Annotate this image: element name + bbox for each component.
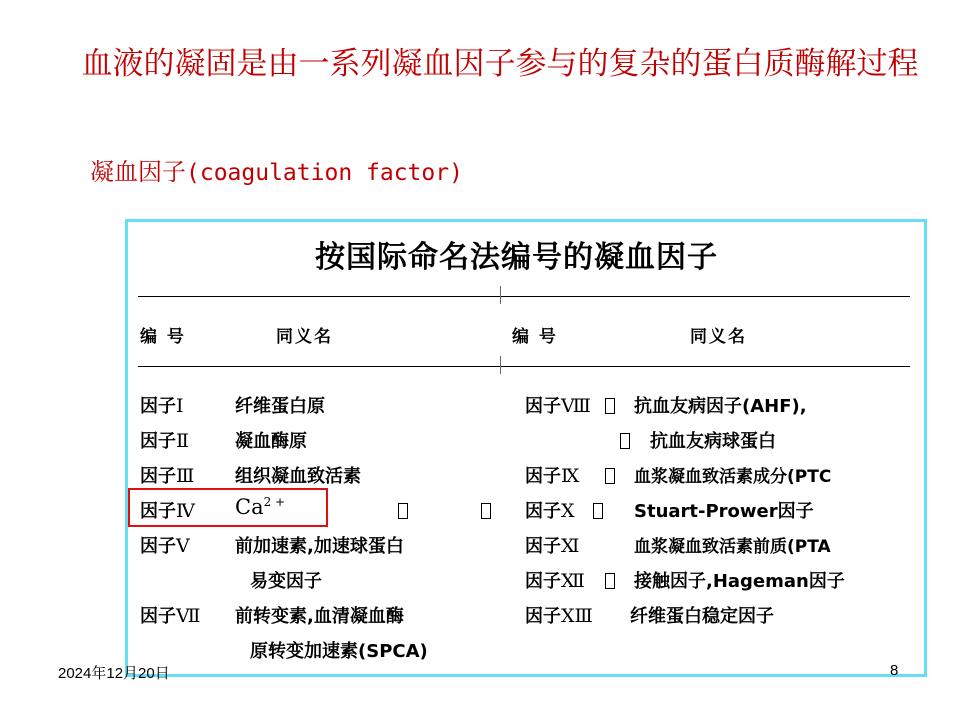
factor-7-number: 因子Ⅶ <box>140 605 201 627</box>
factor-1-number: 因子Ⅰ <box>140 395 184 417</box>
placeholder-glyph <box>398 503 408 519</box>
factor-3-synonym: 组织凝血致活素 <box>235 466 361 487</box>
table-title: 按国际命名法编号的凝血因子 <box>315 240 718 275</box>
header-rule <box>138 366 910 367</box>
factor-12-synonym: 接触因子,Hageman因子 <box>634 571 845 592</box>
factor-12-number: 因子Ⅻ <box>525 570 585 592</box>
factor-4-synonym: $Ca^{2 +}$ <box>235 495 286 519</box>
placeholder-glyph <box>605 398 615 414</box>
slide-title: 血液的凝固是由一系列凝血因子参与的复杂的蛋白质酶解过程 <box>81 46 919 82</box>
header-left-number: 编 号 <box>140 327 186 347</box>
top-rule <box>138 296 910 297</box>
factor-1-synonym: 纤维蛋白原 <box>235 396 325 417</box>
header-right-number: 编 号 <box>512 327 558 347</box>
factor-10-number: 因子Ⅹ <box>525 500 575 522</box>
placeholder-glyph <box>605 468 615 484</box>
factor-11-synonym: 血浆凝血致活素前质(PTA <box>634 537 831 557</box>
factor-13-number: 因子ⅩⅢ <box>525 605 593 627</box>
placeholder-glyph <box>620 433 630 449</box>
factor-8-synonym-cont: 抗血友病球蛋白 <box>650 431 776 452</box>
factor-4-number: 因子Ⅳ <box>140 500 195 522</box>
factor-2-synonym: 凝血酶原 <box>235 431 307 452</box>
factor-5-synonym: 前加速素,加速球蛋白 <box>235 536 404 557</box>
factor-5-number: 因子Ⅴ <box>140 535 190 557</box>
calcium-charge: 2 + <box>263 495 286 509</box>
header-right-synonym: 同义名 <box>690 327 747 347</box>
factor-4-highlight-box <box>128 488 328 527</box>
factor-7-synonym: 前转变素,血清凝血酶 <box>235 606 404 627</box>
column-divider-top <box>500 286 501 304</box>
column-divider-header <box>500 356 501 374</box>
factor-13-synonym: 纤维蛋白稳定因子 <box>630 606 774 627</box>
factor-9-synonym: 血浆凝血致活素成分(PTC <box>634 467 832 487</box>
slide-date: 2024年12月20日 <box>58 665 170 682</box>
factor-3-number: 因子Ⅲ <box>140 465 195 487</box>
placeholder-glyph <box>593 503 603 519</box>
subtitle-en: (coagulation factor) <box>186 160 463 186</box>
factor-10-synonym: Stuart-Prower因子 <box>634 501 814 522</box>
header-left-synonym: 同义名 <box>276 327 333 347</box>
placeholder-glyph <box>605 573 615 589</box>
factor-7-synonym-cont: 原转变加速素(SPCA) <box>250 641 428 662</box>
factor-11-number: 因子Ⅺ <box>525 535 580 557</box>
slide-subtitle <box>90 152 463 187</box>
factor-2-number: 因子Ⅱ <box>140 430 189 452</box>
factor-5-synonym-cont: 易变因子 <box>250 571 322 592</box>
placeholder-glyph <box>481 503 491 519</box>
slide-page-number: 8 <box>890 662 899 679</box>
factor-8-number: 因子Ⅷ <box>525 395 591 417</box>
factor-8-synonym: 抗血友病因子(AHF), <box>634 396 807 417</box>
subtitle-cn: 凝血因子 <box>90 158 186 186</box>
factor-9-number: 因子Ⅸ <box>525 465 580 487</box>
